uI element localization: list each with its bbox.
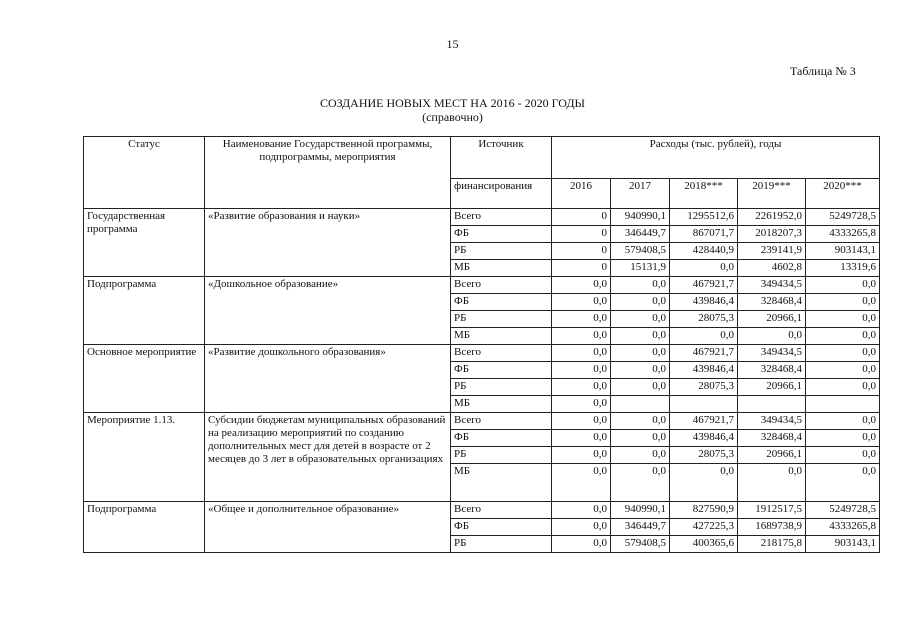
row-value: 346449,7: [611, 519, 670, 536]
row-value: 0,0: [552, 430, 611, 447]
header-year: 2017: [611, 179, 670, 209]
row-value: 4333265,8: [806, 519, 880, 536]
row-value: 0: [552, 226, 611, 243]
row-value: 0: [552, 243, 611, 260]
row-value: 0,0: [552, 519, 611, 536]
row-value: 0,0: [611, 362, 670, 379]
table-row: [84, 502, 880, 519]
row-value: 2018207,3: [738, 226, 806, 243]
row-value: 579408,5: [611, 243, 670, 260]
row-value: 0,0: [552, 362, 611, 379]
row-value: 0,0: [806, 311, 880, 328]
row-status: Подпрограмма: [84, 277, 205, 345]
row-value: 0,0: [552, 396, 611, 413]
row-value: 0,0: [611, 277, 670, 294]
row-value: 0,0: [552, 502, 611, 519]
table-row: [84, 345, 880, 362]
row-value: 0,0: [738, 328, 806, 345]
row-value: 0,0: [552, 345, 611, 362]
row-source: Всего: [451, 209, 552, 226]
row-value: 0,0: [806, 277, 880, 294]
row-value: 20966,1: [738, 311, 806, 328]
row-value: 346449,7: [611, 226, 670, 243]
row-source: ФБ: [451, 430, 552, 447]
row-value: 0,0: [552, 464, 611, 502]
row-source: МБ: [451, 328, 552, 345]
row-value: 4333265,8: [806, 226, 880, 243]
row-value: 0,0: [552, 328, 611, 345]
title-line-1: СОЗДАНИЕ НОВЫХ МЕСТ НА 2016 - 2020 ГОДЫ: [320, 96, 585, 110]
row-value: 903143,1: [806, 536, 880, 553]
row-source: РБ: [451, 243, 552, 260]
row-value: 439846,4: [670, 362, 738, 379]
row-value: 0,0: [611, 447, 670, 464]
row-value: 827590,9: [670, 502, 738, 519]
row-source: ФБ: [451, 294, 552, 311]
row-value: 0,0: [806, 345, 880, 362]
row-source: МБ: [451, 464, 552, 502]
row-status: Государственная программа: [84, 209, 205, 277]
row-value: 0,0: [611, 464, 670, 502]
table-row: [84, 277, 880, 294]
row-value: 0,0: [806, 328, 880, 345]
row-value: 0,0: [670, 260, 738, 277]
row-value: [611, 396, 670, 413]
row-value: 5249728,5: [806, 502, 880, 519]
row-value: 0,0: [670, 328, 738, 345]
table-label: Таблица № 3: [790, 64, 856, 78]
row-value: 467921,7: [670, 277, 738, 294]
row-value: 467921,7: [670, 413, 738, 430]
row-value: 940990,1: [611, 209, 670, 226]
row-value: 5249728,5: [806, 209, 880, 226]
row-status: Основное мероприятие: [84, 345, 205, 413]
row-value: 239141,9: [738, 243, 806, 260]
row-value: 0: [552, 209, 611, 226]
row-name: «Дошкольное образование»: [205, 277, 451, 345]
row-value: 0,0: [552, 311, 611, 328]
title-line-2: (справочно): [422, 110, 483, 124]
row-value: 903143,1: [806, 243, 880, 260]
row-value: 28075,3: [670, 311, 738, 328]
row-name: «Развитие образования и науки»: [205, 209, 451, 277]
row-status: Мероприятие 1.13.: [84, 413, 205, 502]
row-source: РБ: [451, 536, 552, 553]
row-value: 0,0: [552, 413, 611, 430]
row-value: 0,0: [806, 362, 880, 379]
row-value: 0,0: [806, 447, 880, 464]
row-value: 0,0: [552, 277, 611, 294]
row-value: 439846,4: [670, 294, 738, 311]
row-value: 1912517,5: [738, 502, 806, 519]
row-value: 0,0: [552, 536, 611, 553]
row-value: 428440,9: [670, 243, 738, 260]
row-value: [806, 396, 880, 413]
row-value: 0,0: [806, 430, 880, 447]
row-value: 349434,5: [738, 345, 806, 362]
row-value: 218175,8: [738, 536, 806, 553]
header-source-top: Источник: [451, 137, 552, 179]
row-name: «Развитие дошкольного образования»: [205, 345, 451, 413]
row-value: 0,0: [552, 447, 611, 464]
row-source: Всего: [451, 277, 552, 294]
row-value: [738, 396, 806, 413]
page-number: 15: [446, 37, 459, 51]
row-value: 328468,4: [738, 362, 806, 379]
row-value: 28075,3: [670, 447, 738, 464]
header-status: Статус: [84, 137, 205, 209]
row-value: 0,0: [611, 345, 670, 362]
header-year: 2019***: [738, 179, 806, 209]
header-year: 2018***: [670, 179, 738, 209]
row-value: 349434,5: [738, 277, 806, 294]
row-value: 328468,4: [738, 430, 806, 447]
row-source: МБ: [451, 260, 552, 277]
row-value: 328468,4: [738, 294, 806, 311]
row-value: 0,0: [611, 379, 670, 396]
row-status: Подпрограмма: [84, 502, 205, 553]
row-value: 0,0: [552, 379, 611, 396]
row-value: 0,0: [611, 430, 670, 447]
row-value: 0,0: [806, 464, 880, 502]
row-name: «Общее и дополнительное образование»: [205, 502, 451, 553]
header-year: 2016: [552, 179, 611, 209]
header-name: Наименование Государственной программы, подпрограммы, мероприятия: [205, 137, 451, 209]
row-source: Всего: [451, 502, 552, 519]
row-value: 940990,1: [611, 502, 670, 519]
row-value: 0,0: [806, 294, 880, 311]
row-value: 0,0: [670, 464, 738, 502]
row-value: 427225,3: [670, 519, 738, 536]
row-value: 0,0: [806, 413, 880, 430]
header-expenses: Расходы (тыс. рублей), годы: [552, 137, 880, 179]
row-value: 0,0: [611, 294, 670, 311]
row-source: ФБ: [451, 226, 552, 243]
row-source: РБ: [451, 379, 552, 396]
table-body: [84, 209, 880, 553]
row-source: Всего: [451, 345, 552, 362]
row-value: 0,0: [806, 379, 880, 396]
row-value: 0,0: [552, 294, 611, 311]
row-source: Всего: [451, 413, 552, 430]
row-source: РБ: [451, 447, 552, 464]
row-value: 0,0: [611, 413, 670, 430]
row-value: 0,0: [611, 328, 670, 345]
row-value: 28075,3: [670, 379, 738, 396]
row-value: 867071,7: [670, 226, 738, 243]
row-value: 1295512,6: [670, 209, 738, 226]
row-value: [670, 396, 738, 413]
row-value: 2261952,0: [738, 209, 806, 226]
expenses-table: [83, 136, 880, 553]
row-value: 4602,8: [738, 260, 806, 277]
row-value: 13319,6: [806, 260, 880, 277]
row-value: 0: [552, 260, 611, 277]
document-title: [0, 96, 905, 124]
row-value: 579408,5: [611, 536, 670, 553]
row-value: 0,0: [738, 464, 806, 502]
row-value: 20966,1: [738, 379, 806, 396]
table-row: [84, 209, 880, 226]
row-source: ФБ: [451, 519, 552, 536]
row-value: 0,0: [611, 311, 670, 328]
row-source: МБ: [451, 396, 552, 413]
header-source-bottom: финансирования: [451, 179, 552, 209]
row-value: 15131,9: [611, 260, 670, 277]
row-value: 349434,5: [738, 413, 806, 430]
row-value: 467921,7: [670, 345, 738, 362]
row-value: 400365,6: [670, 536, 738, 553]
row-source: РБ: [451, 311, 552, 328]
row-value: 439846,4: [670, 430, 738, 447]
table-row: [84, 413, 880, 430]
row-name: Субсидии бюджетам муниципальных образований на реализацию мероприятий по созданию дополнительных мест для детей в возрасте от 2 месяцев до 3 лет в образовательных организациях: [205, 413, 451, 502]
row-value: 1689738,9: [738, 519, 806, 536]
row-value: 20966,1: [738, 447, 806, 464]
header-year: 2020***: [806, 179, 880, 209]
row-source: ФБ: [451, 362, 552, 379]
